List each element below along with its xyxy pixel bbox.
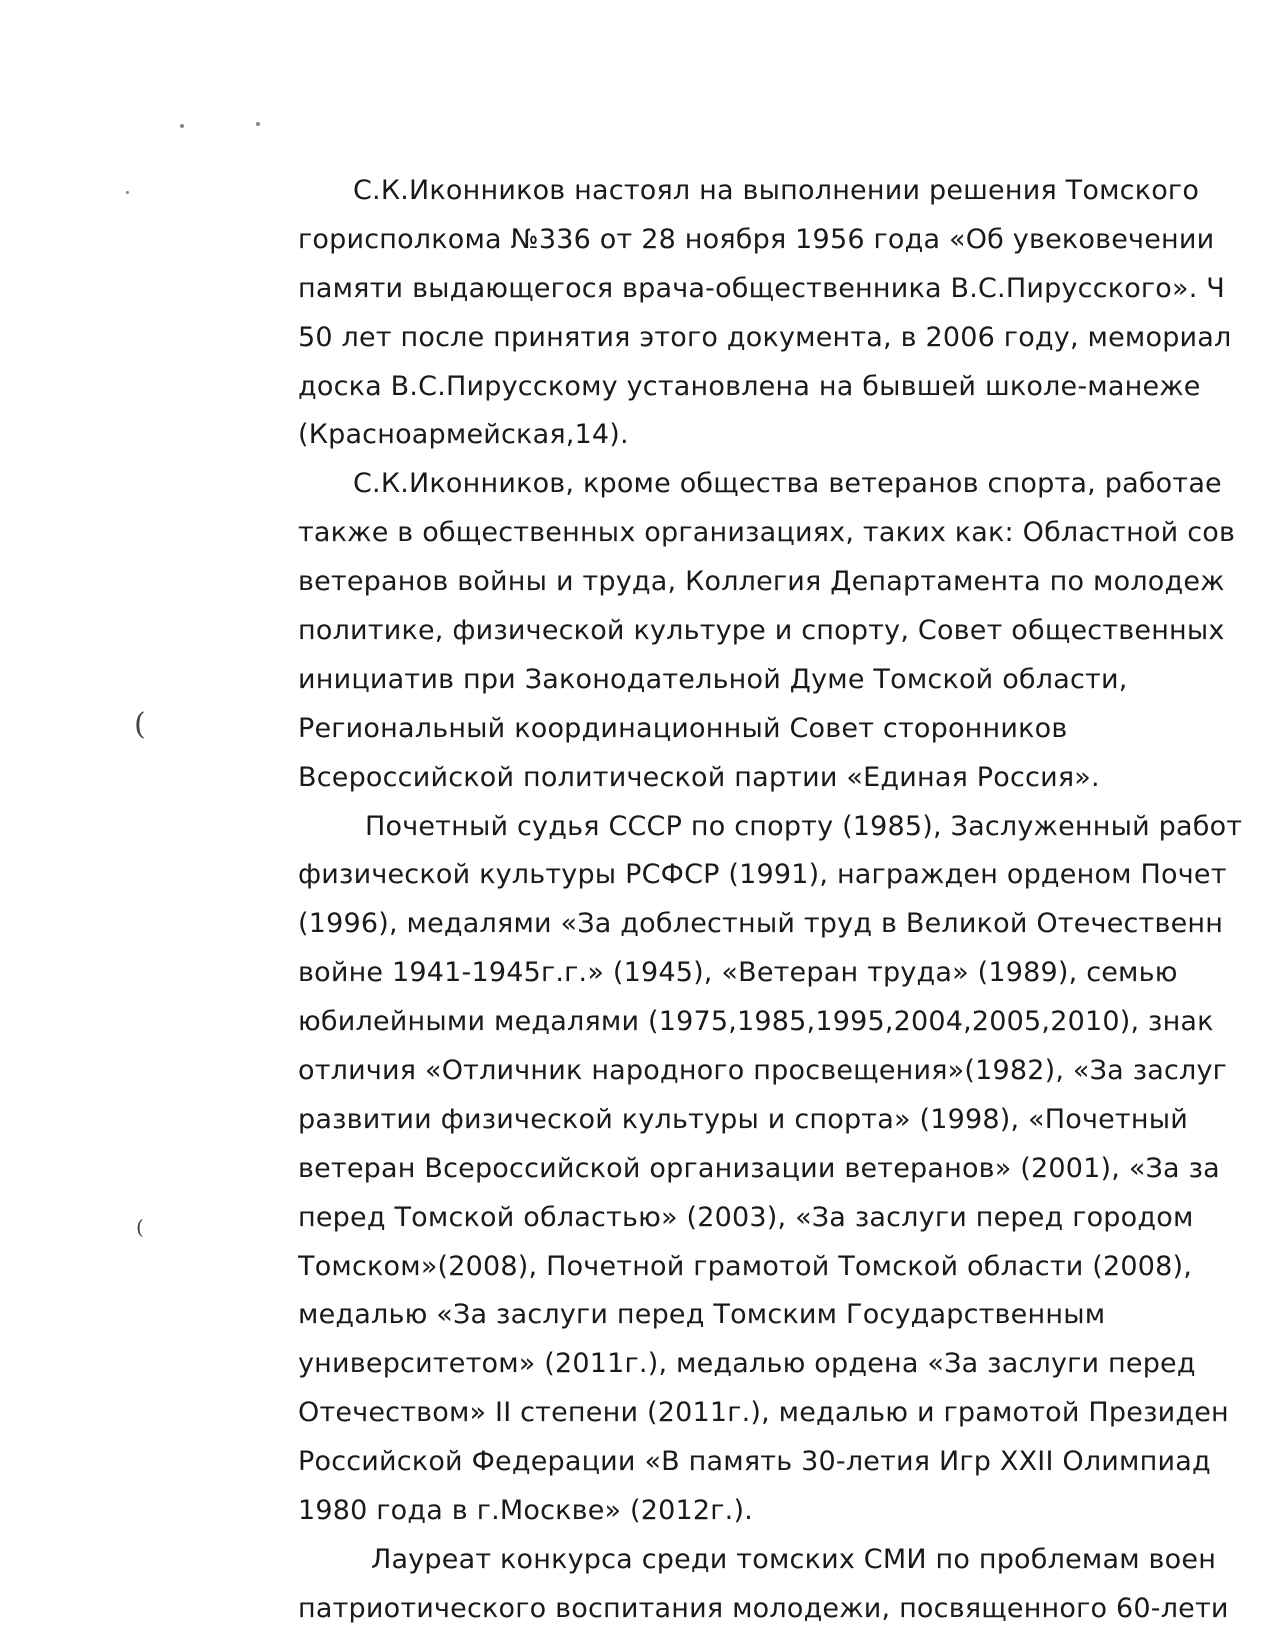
text-line: медалью «За заслуги перед Томским Государственным <box>298 1299 1106 1331</box>
scan-speck <box>180 124 184 128</box>
text-line: доска В.С.Пирусскому установлена на бывшей школе-манеже <box>298 370 1201 402</box>
text-line: также в общественных организациях, таких как: Областной сов <box>298 517 1236 549</box>
text-line: Региональный координационный Совет сторонников <box>298 712 1068 744</box>
text-line: горисполкома №336 от 28 ноября 1956 года «Об увековечении <box>298 223 1215 255</box>
text-line: физической культуры РСФСР (1991), награжден орденом Почет <box>298 859 1227 891</box>
text-line: Отечеством» II степени (2011г.), медалью и грамотой Президен <box>298 1397 1229 1429</box>
text-line: (Красноармейская,14). <box>298 419 629 451</box>
text-line: ветеранов войны и труда, Коллегия Департамента по молодеж <box>298 566 1225 598</box>
text-line: Российской Федерации «В память 30-летия Игр XXII Олимпиад <box>298 1446 1211 1478</box>
paragraph-4 <box>298 1536 1275 1634</box>
text-line: 1980 года в г.Москве» (2012г.). <box>298 1495 753 1527</box>
scan-speck <box>256 122 260 126</box>
paragraph-2 <box>298 460 1275 802</box>
text-line: юбилейными медалями (1975,1985,1995,2004,2005,2010), знак <box>298 1006 1214 1038</box>
document-body <box>298 167 1275 1634</box>
scan-speck <box>126 191 129 194</box>
text-line: Томском»(2008), Почетной грамотой Томской области (2008), <box>298 1250 1193 1282</box>
text-line: войне 1941-1945г.г.» (1945), «Ветеран труда» (1989), семью <box>298 957 1178 989</box>
text-line: ветеран Всероссийской организации ветеранов» (2001), «За за <box>298 1152 1220 1184</box>
text-line: Всероссийской политической партии «Единая Россия». <box>298 761 1100 793</box>
text-line: инициатив при Законодательной Думе Томской области, <box>298 663 1128 695</box>
text-line: Лауреат конкурса среди томских СМИ по проблемам воен <box>371 1543 1217 1575</box>
text-line: патриотического воспитания молодежи, посвященного 60-лети <box>298 1592 1229 1624</box>
text-line: памяти выдающегося врача-общественника В.С.Пирусского». Ч <box>298 272 1226 304</box>
text-line: 50 лет после принятия этого документа, в 2006 году, мемориал <box>298 321 1232 353</box>
text-line: политике, физической культуре и спорту, Совет общественных <box>298 615 1225 647</box>
margin-mark: ( <box>136 1215 144 1239</box>
text-line: развитии физической культуры и спорта» (1998), «Почетный <box>298 1103 1188 1135</box>
text-line: Почетный судья СССР по спорту (1985), Заслуженный работ <box>365 810 1243 842</box>
text-line: отличия «Отличник народного просвещения»(1982), «За заслуг <box>298 1055 1228 1087</box>
paragraph-1 <box>298 167 1275 460</box>
text-line: (1996), медалями «За доблестный труд в Великой Отечественн <box>298 908 1224 940</box>
margin-mark: ( <box>134 707 146 742</box>
text-line: перед Томской областью» (2003), «За заслуги перед городом <box>298 1201 1194 1233</box>
paragraph-3 <box>298 803 1275 1536</box>
text-line: университетом» (2011г.), медалью ордена «За заслуги перед <box>298 1348 1196 1380</box>
text-line: С.К.Иконников, кроме общества ветеранов спорта, работае <box>353 468 1222 500</box>
text-line: С.К.Иконников настоял на выполнении решения Томского <box>353 175 1200 206</box>
